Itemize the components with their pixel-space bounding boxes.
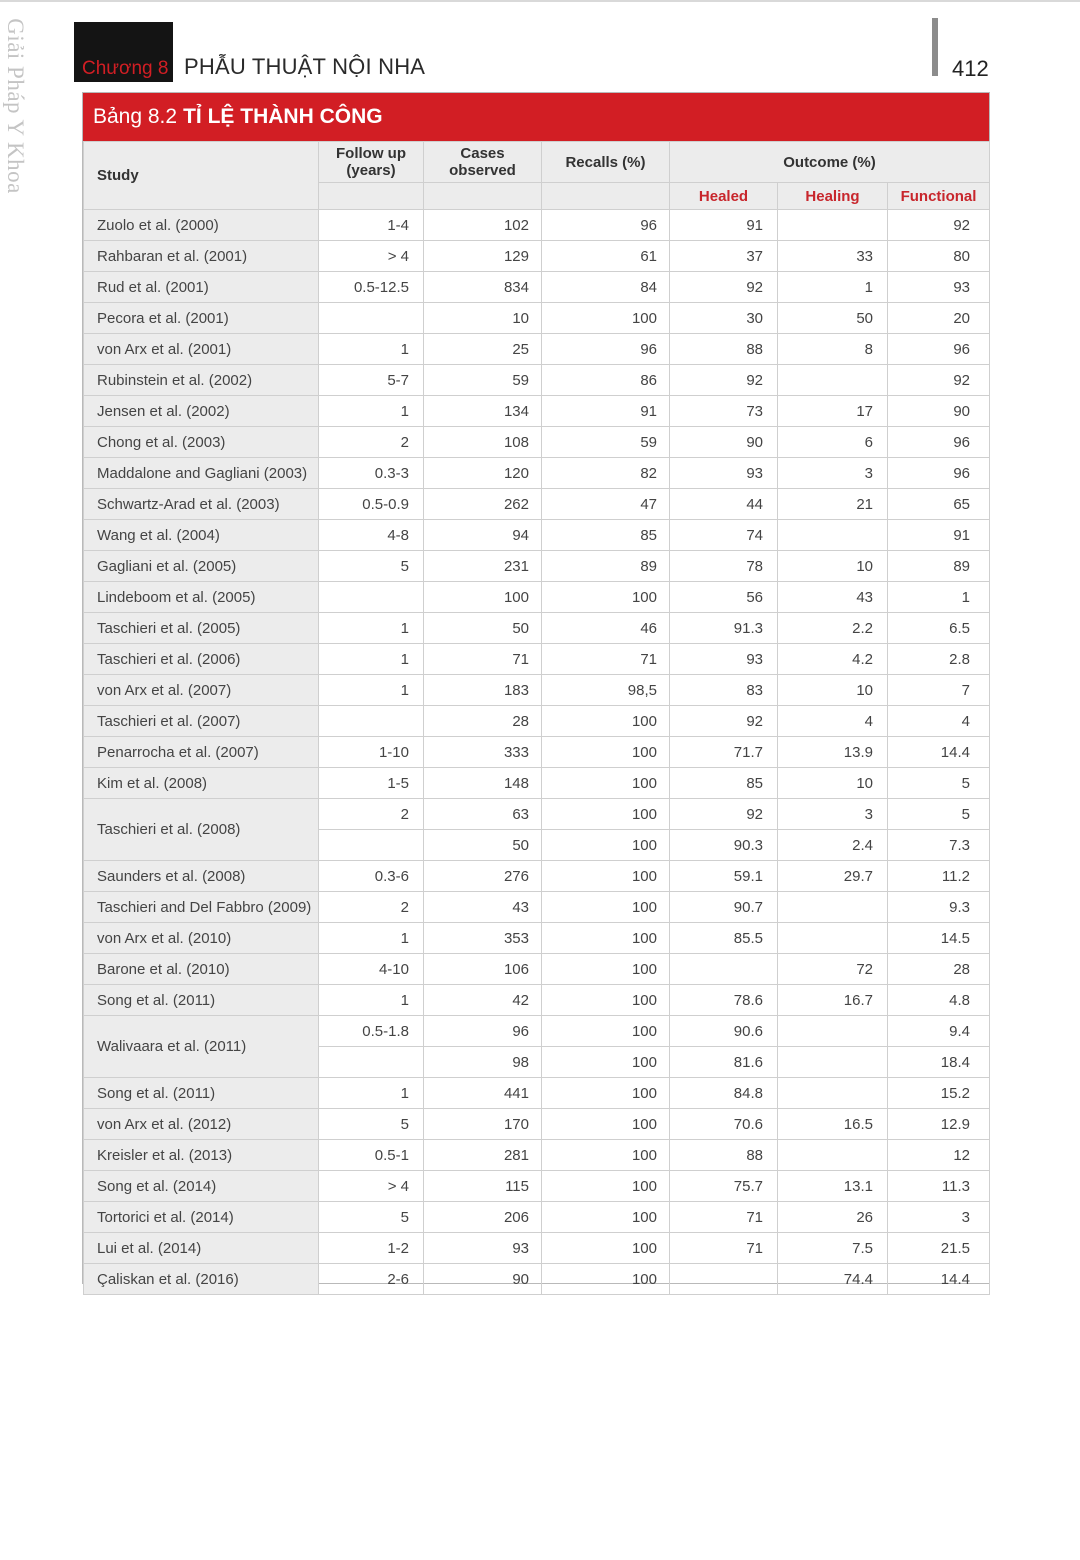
cell-healed: 88 [670,1140,778,1171]
cell-follow-up: 5 [319,1202,424,1233]
cell-study: Walivaara et al. (2011) [84,1016,319,1078]
cell-functional: 12 [888,1140,990,1171]
cell-cases: 50 [424,830,542,861]
cell-functional: 5 [888,768,990,799]
cell-cases: 42 [424,985,542,1016]
cell-healing: 21 [778,489,888,520]
cell-study: Penarrocha et al. (2007) [84,737,319,768]
cell-healing: 74.4 [778,1264,888,1295]
cell-study: von Arx et al. (2007) [84,675,319,706]
cell-healing: 50 [778,303,888,334]
cell-follow-up: 1 [319,1078,424,1109]
cell-follow-up: 2 [319,799,424,830]
cell-healing: 6 [778,427,888,458]
cell-functional: 4 [888,706,990,737]
cell-study: Taschieri et al. (2006) [84,644,319,675]
cell-healed: 73 [670,396,778,427]
cell-recalls: 100 [542,1047,670,1078]
cell-healing: 10 [778,768,888,799]
cell-healing: 4 [778,706,888,737]
table-caption [83,93,989,141]
cell-cases: 50 [424,613,542,644]
col-header-study: Study [84,142,319,210]
cell-healing [778,1078,888,1109]
cell-follow-up: 0.5-1.8 [319,1016,424,1047]
cell-functional: 21.5 [888,1233,990,1264]
cell-healing [778,210,888,241]
cell-functional: 2.8 [888,644,990,675]
cell-recalls: 59 [542,427,670,458]
cell-healing: 3 [778,458,888,489]
cell-study: Pecora et al. (2001) [84,303,319,334]
cell-study: von Arx et al. (2012) [84,1109,319,1140]
cell-functional: 9.3 [888,892,990,923]
cell-cases: 333 [424,737,542,768]
cell-recalls: 100 [542,1109,670,1140]
cell-functional: 93 [888,272,990,303]
cell-recalls: 100 [542,799,670,830]
cell-healed: 92 [670,706,778,737]
table-row [84,458,990,489]
cell-cases: 43 [424,892,542,923]
cell-healed: 30 [670,303,778,334]
cell-healing: 72 [778,954,888,985]
cell-follow-up: 1 [319,334,424,365]
cell-cases: 96 [424,1016,542,1047]
cell-recalls: 61 [542,241,670,272]
cell-healed: 71 [670,1233,778,1264]
table-row [84,861,990,892]
cell-healed: 92 [670,799,778,830]
cell-recalls: 100 [542,1140,670,1171]
table-row [84,334,990,365]
cell-functional: 96 [888,458,990,489]
cell-healed: 56 [670,582,778,613]
cell-recalls: 89 [542,551,670,582]
cell-recalls: 85 [542,520,670,551]
cell-healed: 78 [670,551,778,582]
cell-recalls: 100 [542,737,670,768]
cell-functional: 7 [888,675,990,706]
cell-healed: 74 [670,520,778,551]
header-divider [932,18,938,76]
cell-cases: 28 [424,706,542,737]
cell-follow-up [319,1047,424,1078]
table-row [84,489,990,520]
cell-healing [778,520,888,551]
cell-functional: 1 [888,582,990,613]
cell-healed: 93 [670,458,778,489]
cell-study: Schwartz-Arad et al. (2003) [84,489,319,520]
cell-healed: 85.5 [670,923,778,954]
cell-recalls: 98,5 [542,675,670,706]
cell-follow-up: 1-5 [319,768,424,799]
cell-recalls: 100 [542,1078,670,1109]
cell-healed: 83 [670,675,778,706]
cell-study: Tortorici et al. (2014) [84,1202,319,1233]
table-row [84,799,990,830]
cell-follow-up: 0.3-3 [319,458,424,489]
cell-follow-up: 4-8 [319,520,424,551]
top-divider [0,0,1080,2]
cell-functional: 28 [888,954,990,985]
cell-healing [778,1140,888,1171]
cell-healing [778,892,888,923]
cell-functional: 80 [888,241,990,272]
cell-healed: 78.6 [670,985,778,1016]
cell-study: Taschieri et al. (2005) [84,613,319,644]
cell-healing: 10 [778,551,888,582]
cell-recalls: 100 [542,861,670,892]
cell-study: Zuolo et al. (2000) [84,210,319,241]
cell-study: Kreisler et al. (2013) [84,1140,319,1171]
cell-follow-up: 2 [319,427,424,458]
cell-cases: 206 [424,1202,542,1233]
cell-study: Rubinstein et al. (2002) [84,365,319,396]
table-body [84,210,990,1295]
cell-study: Song et al. (2011) [84,985,319,1016]
cell-follow-up: 0.5-0.9 [319,489,424,520]
cell-study: Taschieri et al. (2007) [84,706,319,737]
cell-follow-up: 1-2 [319,1233,424,1264]
cell-cases: 183 [424,675,542,706]
cell-follow-up: 1 [319,613,424,644]
table-row [84,613,990,644]
cell-functional: 11.2 [888,861,990,892]
cell-functional: 15.2 [888,1078,990,1109]
table-row [84,272,990,303]
table-row [84,210,990,241]
cell-recalls: 96 [542,210,670,241]
cell-healing: 4.2 [778,644,888,675]
cell-functional: 18.4 [888,1047,990,1078]
table-row [84,1171,990,1202]
page-number: 412 [952,56,989,81]
cell-follow-up: 4-10 [319,954,424,985]
cell-recalls: 100 [542,892,670,923]
cell-functional: 91 [888,520,990,551]
cell-healed: 92 [670,365,778,396]
cell-healed: 92 [670,272,778,303]
table-row [84,675,990,706]
cell-healed: 81.6 [670,1047,778,1078]
cell-follow-up: 1 [319,675,424,706]
cell-healed: 70.6 [670,1109,778,1140]
cell-cases: 102 [424,210,542,241]
cell-follow-up: > 4 [319,241,424,272]
cell-recalls: 100 [542,985,670,1016]
cell-functional: 90 [888,396,990,427]
table-row [84,1233,990,1264]
cell-cases: 353 [424,923,542,954]
header-spacer [424,183,542,210]
table-caption-prefix: Bảng 8.2 [93,105,178,128]
cell-recalls: 100 [542,1202,670,1233]
chapter-label: Chương 8 [82,58,169,79]
cell-recalls: 100 [542,582,670,613]
table-row [84,1016,990,1047]
cell-healing: 33 [778,241,888,272]
cell-study: Rahbaran et al. (2001) [84,241,319,272]
cell-functional: 4.8 [888,985,990,1016]
cell-recalls: 100 [542,830,670,861]
cell-healing: 16.7 [778,985,888,1016]
cell-recalls: 100 [542,923,670,954]
cell-healing: 43 [778,582,888,613]
cell-follow-up: 0.5-1 [319,1140,424,1171]
table-row [84,923,990,954]
cell-follow-up: 2 [319,892,424,923]
cell-study: Gagliani et al. (2005) [84,551,319,582]
table-row [84,985,990,1016]
cell-follow-up: 1 [319,923,424,954]
cell-cases: 63 [424,799,542,830]
cell-follow-up [319,303,424,334]
cell-recalls: 100 [542,768,670,799]
cell-healed: 75.7 [670,1171,778,1202]
cell-functional: 89 [888,551,990,582]
cell-cases: 59 [424,365,542,396]
cell-follow-up: 0.3-6 [319,861,424,892]
cell-cases: 231 [424,551,542,582]
cell-study: Rud et al. (2001) [84,272,319,303]
cell-healing: 17 [778,396,888,427]
table-row [84,1109,990,1140]
cell-follow-up: 2-6 [319,1264,424,1295]
cell-healing: 2.4 [778,830,888,861]
cell-cases: 93 [424,1233,542,1264]
cell-functional: 14.4 [888,1264,990,1295]
cell-healing: 26 [778,1202,888,1233]
watermark: Giải Pháp Y Khoa [3,18,29,194]
cell-follow-up: 5-7 [319,365,424,396]
cell-study: Lui et al. (2014) [84,1233,319,1264]
cell-follow-up [319,582,424,613]
cell-study: Wang et al. (2004) [84,520,319,551]
cell-recalls: 46 [542,613,670,644]
cell-healed: 59.1 [670,861,778,892]
col-header-recalls: Recalls (%) [542,142,670,183]
cell-functional: 3 [888,1202,990,1233]
cell-recalls: 82 [542,458,670,489]
table-row [84,241,990,272]
cell-cases: 441 [424,1078,542,1109]
cell-cases: 834 [424,272,542,303]
col-header-cases: Cases observed [424,142,542,183]
cell-study: Song et al. (2014) [84,1171,319,1202]
cell-healing: 1 [778,272,888,303]
cell-cases: 25 [424,334,542,365]
cell-healed: 37 [670,241,778,272]
cell-recalls: 96 [542,334,670,365]
col-header-healing: Healing [778,183,888,210]
cell-follow-up: 1-10 [319,737,424,768]
cell-functional: 5 [888,799,990,830]
cell-cases: 120 [424,458,542,489]
table-row [84,303,990,334]
table-row [84,1202,990,1233]
cell-cases: 108 [424,427,542,458]
cell-follow-up: 0.5-12.5 [319,272,424,303]
cell-follow-up: > 4 [319,1171,424,1202]
cell-healing [778,365,888,396]
cell-study: Taschieri and Del Fabbro (2009) [84,892,319,923]
cell-functional: 92 [888,365,990,396]
cell-cases: 115 [424,1171,542,1202]
cell-healed: 91.3 [670,613,778,644]
cell-functional: 92 [888,210,990,241]
cell-functional: 7.3 [888,830,990,861]
cell-study: Maddalone and Gagliani (2003) [84,458,319,489]
data-table [83,141,990,1295]
table-row [84,427,990,458]
cell-healed: 84.8 [670,1078,778,1109]
cell-cases: 281 [424,1140,542,1171]
table-row [84,954,990,985]
cell-healing [778,923,888,954]
cell-recalls: 100 [542,706,670,737]
cell-recalls: 47 [542,489,670,520]
cell-healed [670,1264,778,1295]
cell-cases: 90 [424,1264,542,1295]
table-caption-title: TỈ LỆ THÀNH CÔNG [183,105,383,128]
table-row [84,1078,990,1109]
cell-functional: 65 [888,489,990,520]
cell-healing [778,1016,888,1047]
cell-cases: 262 [424,489,542,520]
table-row [84,892,990,923]
cell-study: Jensen et al. (2002) [84,396,319,427]
cell-cases: 10 [424,303,542,334]
cell-healed: 44 [670,489,778,520]
table-row [84,582,990,613]
cell-recalls: 100 [542,1264,670,1295]
table-row [84,551,990,582]
cell-functional: 11.3 [888,1171,990,1202]
cell-study: Saunders et al. (2008) [84,861,319,892]
cell-study: Kim et al. (2008) [84,768,319,799]
cell-study: von Arx et al. (2010) [84,923,319,954]
header-spacer [319,183,424,210]
cell-follow-up [319,706,424,737]
cell-cases: 98 [424,1047,542,1078]
cell-recalls: 100 [542,1016,670,1047]
cell-recalls: 100 [542,954,670,985]
cell-follow-up: 5 [319,551,424,582]
table-row [84,768,990,799]
cell-healing: 7.5 [778,1233,888,1264]
cell-healed: 90.3 [670,830,778,861]
cell-follow-up [319,830,424,861]
cell-healed: 71.7 [670,737,778,768]
cell-study: Taschieri et al. (2008) [84,799,319,861]
cell-cases: 106 [424,954,542,985]
table-row [84,1264,990,1295]
success-rate-table [82,92,990,1288]
cell-healing: 16.5 [778,1109,888,1140]
cell-follow-up: 1 [319,985,424,1016]
cell-functional: 96 [888,334,990,365]
cell-functional: 14.5 [888,923,990,954]
cell-healed: 90.6 [670,1016,778,1047]
table-row [84,396,990,427]
cell-recalls: 100 [542,1171,670,1202]
cell-functional: 20 [888,303,990,334]
cell-recalls: 84 [542,272,670,303]
cell-recalls: 100 [542,1233,670,1264]
cell-healed: 71 [670,1202,778,1233]
cell-healing: 2.2 [778,613,888,644]
cell-healing [778,1047,888,1078]
col-header-functional: Functional [888,183,990,210]
chapter-title: PHẪU THUẬT NỘI NHA [184,54,426,79]
cell-healed: 85 [670,768,778,799]
cell-cases: 94 [424,520,542,551]
cell-functional: 6.5 [888,613,990,644]
cell-functional: 12.9 [888,1109,990,1140]
cell-functional: 14.4 [888,737,990,768]
cell-cases: 129 [424,241,542,272]
cell-cases: 71 [424,644,542,675]
cell-functional: 96 [888,427,990,458]
col-header-healed: Healed [670,183,778,210]
cell-study: Barone et al. (2010) [84,954,319,985]
cell-follow-up: 1-4 [319,210,424,241]
cell-study: von Arx et al. (2001) [84,334,319,365]
cell-cases: 170 [424,1109,542,1140]
cell-healing: 8 [778,334,888,365]
cell-recalls: 100 [542,303,670,334]
cell-study: Chong et al. (2003) [84,427,319,458]
header-spacer [542,183,670,210]
cell-healed: 90 [670,427,778,458]
cell-healed: 88 [670,334,778,365]
cell-healed: 91 [670,210,778,241]
table-row [84,706,990,737]
cell-healing: 10 [778,675,888,706]
cell-follow-up: 1 [319,644,424,675]
cell-recalls: 71 [542,644,670,675]
cell-healing: 13.9 [778,737,888,768]
cell-study: Song et al. (2011) [84,1078,319,1109]
cell-cases: 134 [424,396,542,427]
cell-follow-up: 1 [319,396,424,427]
cell-healed [670,954,778,985]
cell-healing: 13.1 [778,1171,888,1202]
cell-healed: 93 [670,644,778,675]
table-row [84,1140,990,1171]
cell-cases: 148 [424,768,542,799]
cell-healed: 90.7 [670,892,778,923]
cell-study: Çaliskan et al. (2016) [84,1264,319,1295]
col-header-outcome: Outcome (%) [670,142,990,183]
cell-cases: 276 [424,861,542,892]
cell-follow-up: 5 [319,1109,424,1140]
cell-study: Lindeboom et al. (2005) [84,582,319,613]
table-row [84,737,990,768]
cell-functional: 9.4 [888,1016,990,1047]
col-header-follow-up: Follow up (years) [319,142,424,183]
table-row [84,365,990,396]
cell-healing: 3 [778,799,888,830]
cell-cases: 100 [424,582,542,613]
cell-recalls: 91 [542,396,670,427]
table-row [84,644,990,675]
cell-healing: 29.7 [778,861,888,892]
cell-recalls: 86 [542,365,670,396]
table-row [84,520,990,551]
